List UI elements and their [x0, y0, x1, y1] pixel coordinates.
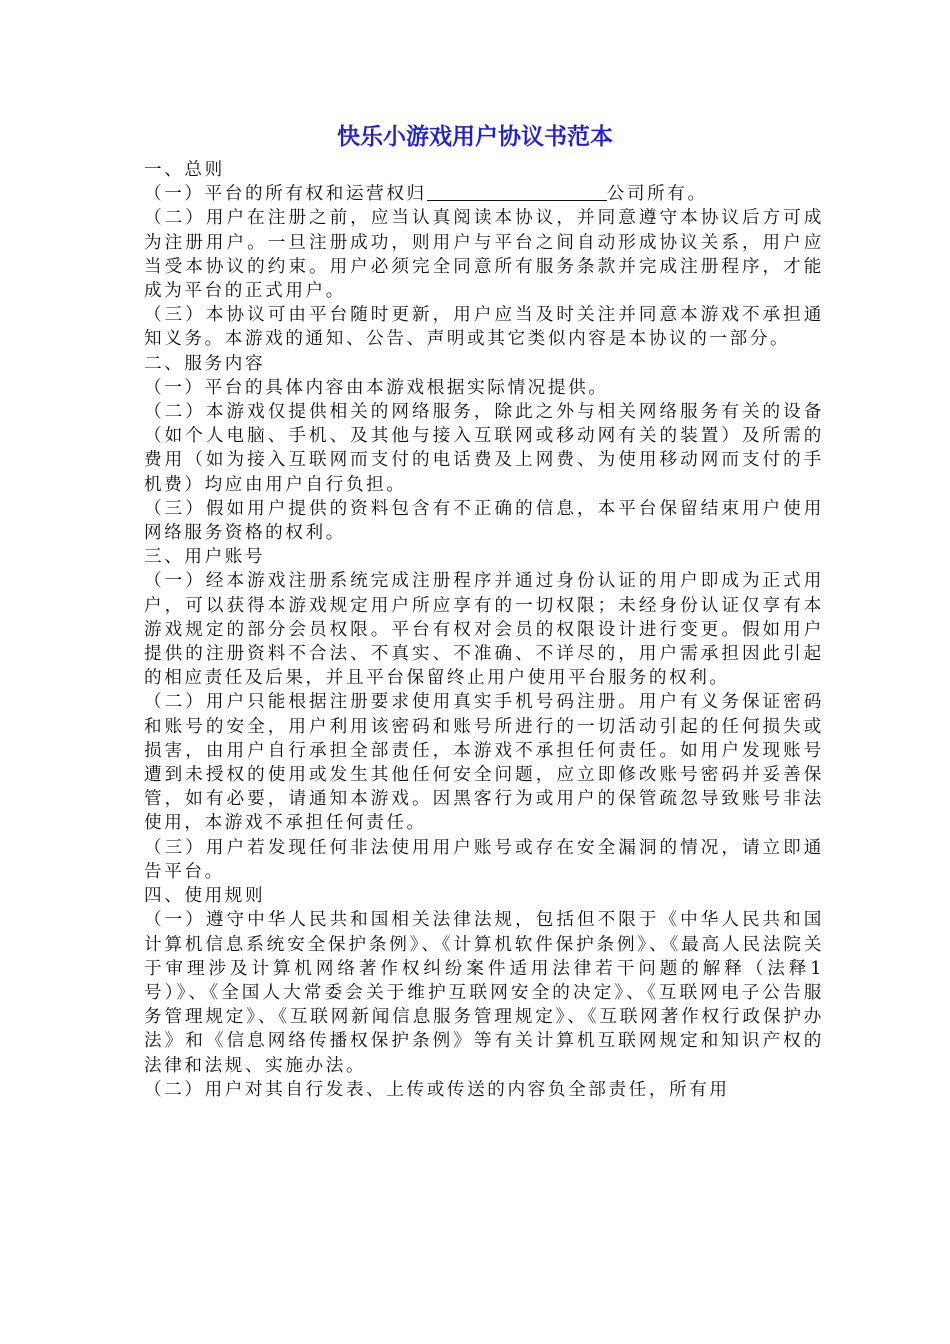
clause-2-3: （三）假如用户提供的资料包含有不正确的信息，本平台保留结束用户使用网络服务资格的权利。 — [144, 498, 824, 544]
clause-2-2: （二）本游戏仅提供相关的网络服务，除此之外与相关网络服务有关的设备（如个人电脑、手机、及其他与接入互联网或移动网有关的装置）及所需的费用（如为接入互联网而支付的电话费及上网费、为使用移动网而支付的手机费）均应由用户自行负担。 — [144, 402, 824, 495]
clause-3-2: （二）用户只能根据注册要求使用真实手机号码注册。用户有义务保证密码和账号的安全，用户利用该密码和账号所进行的一切活动引起的任何损失或损害，由用户自行承担全部责任，本游戏不承担任何责任。如用户发现账号遭到未授权的使用或发生其他任何安全问题，应立即修改账号密码并妥善保管，如有必要，请通知本游戏。因黑客行为或用户的保管疏忽导致账号非法使用，本游戏不承担任何责任。 — [144, 692, 824, 834]
document-body — [144, 158, 824, 1102]
section-heading-general: 一、总则 — [144, 160, 225, 180]
clause-1-1-text: （一）平台的所有权和运营权归 — [144, 184, 427, 205]
section-heading-account: 三、用户账号 — [144, 547, 266, 568]
section-heading-services: 二、服务内容 — [144, 353, 266, 374]
clause-1-2: （二）用户在注册之前，应当认真阅读本协议，并同意遵守本协议后方可成为注册用户。一旦注册成功，则用户与平台之间自动形成协议关系，用户应当受本协议的约束。用户必须完全同意所有服务条款并完成注册程序，才能成为平台的正式用户。 — [144, 208, 824, 302]
clause-1-1-suffix: 公司所有。 — [606, 184, 708, 205]
owner-company-blank — [427, 182, 607, 201]
clause-3-1: （一）经本游戏注册系统完成注册程序并通过身份认证的用户即成为正式用户，可以获得本游戏规定用户所应享有的一切权限；未经身份认证仅享有本游戏规定的部分会员权限。平台有权对会员的权限设计进行变更。假如用户提供的注册资料不合法、不真实、不准确、不详尽的，用户需承担因此引起的相应责任及后果，并且平台保留终止用户使用平台服务的权利。 — [144, 571, 824, 689]
clause-1-1 — [144, 182, 824, 206]
clause-4-2: （二）用户对其自行发表、上传或传送的内容负全部责任，所有用 — [144, 1079, 730, 1100]
clause-4-1: （一）遵守中华人民共和国相关法律法规，包括但不限于《中华人民共和国计算机信息系统安全保护条例》、《计算机软件保护条例》、《最高人民法院关于审理涉及计算机网络著作权纠纷案件适用法律若干问题的解释（法释1号）》、《全国人大常委会关于维护互联网安全的决定》、《互联网电子公告服务管理规定》、《互联网新闻信息服务管理规定》、《互联网著作权行政保护办法》和《信息网络传播权保护条例》等有关计算机互联网规定和知识产权的法律和法规、实施办法。 — [144, 910, 824, 1076]
section-heading-rules: 四、使用规则 — [144, 886, 266, 907]
clause-3-3: （三）用户若发现任何非法使用用户账号或存在安全漏洞的情况，请立即通告平台。 — [144, 837, 824, 882]
document-title: 快乐小游戏用户协议书范本 — [337, 124, 613, 150]
clause-1-3: （三）本协议可由平台随时更新，用户应当及时关注并同意本游戏不承担通知义务。本游戏的通知、公告、声明或其它类似内容是本协议的一部分。 — [144, 305, 824, 350]
clause-2-1: （一）平台的具体内容由本游戏根据实际情况提供。 — [144, 377, 609, 398]
